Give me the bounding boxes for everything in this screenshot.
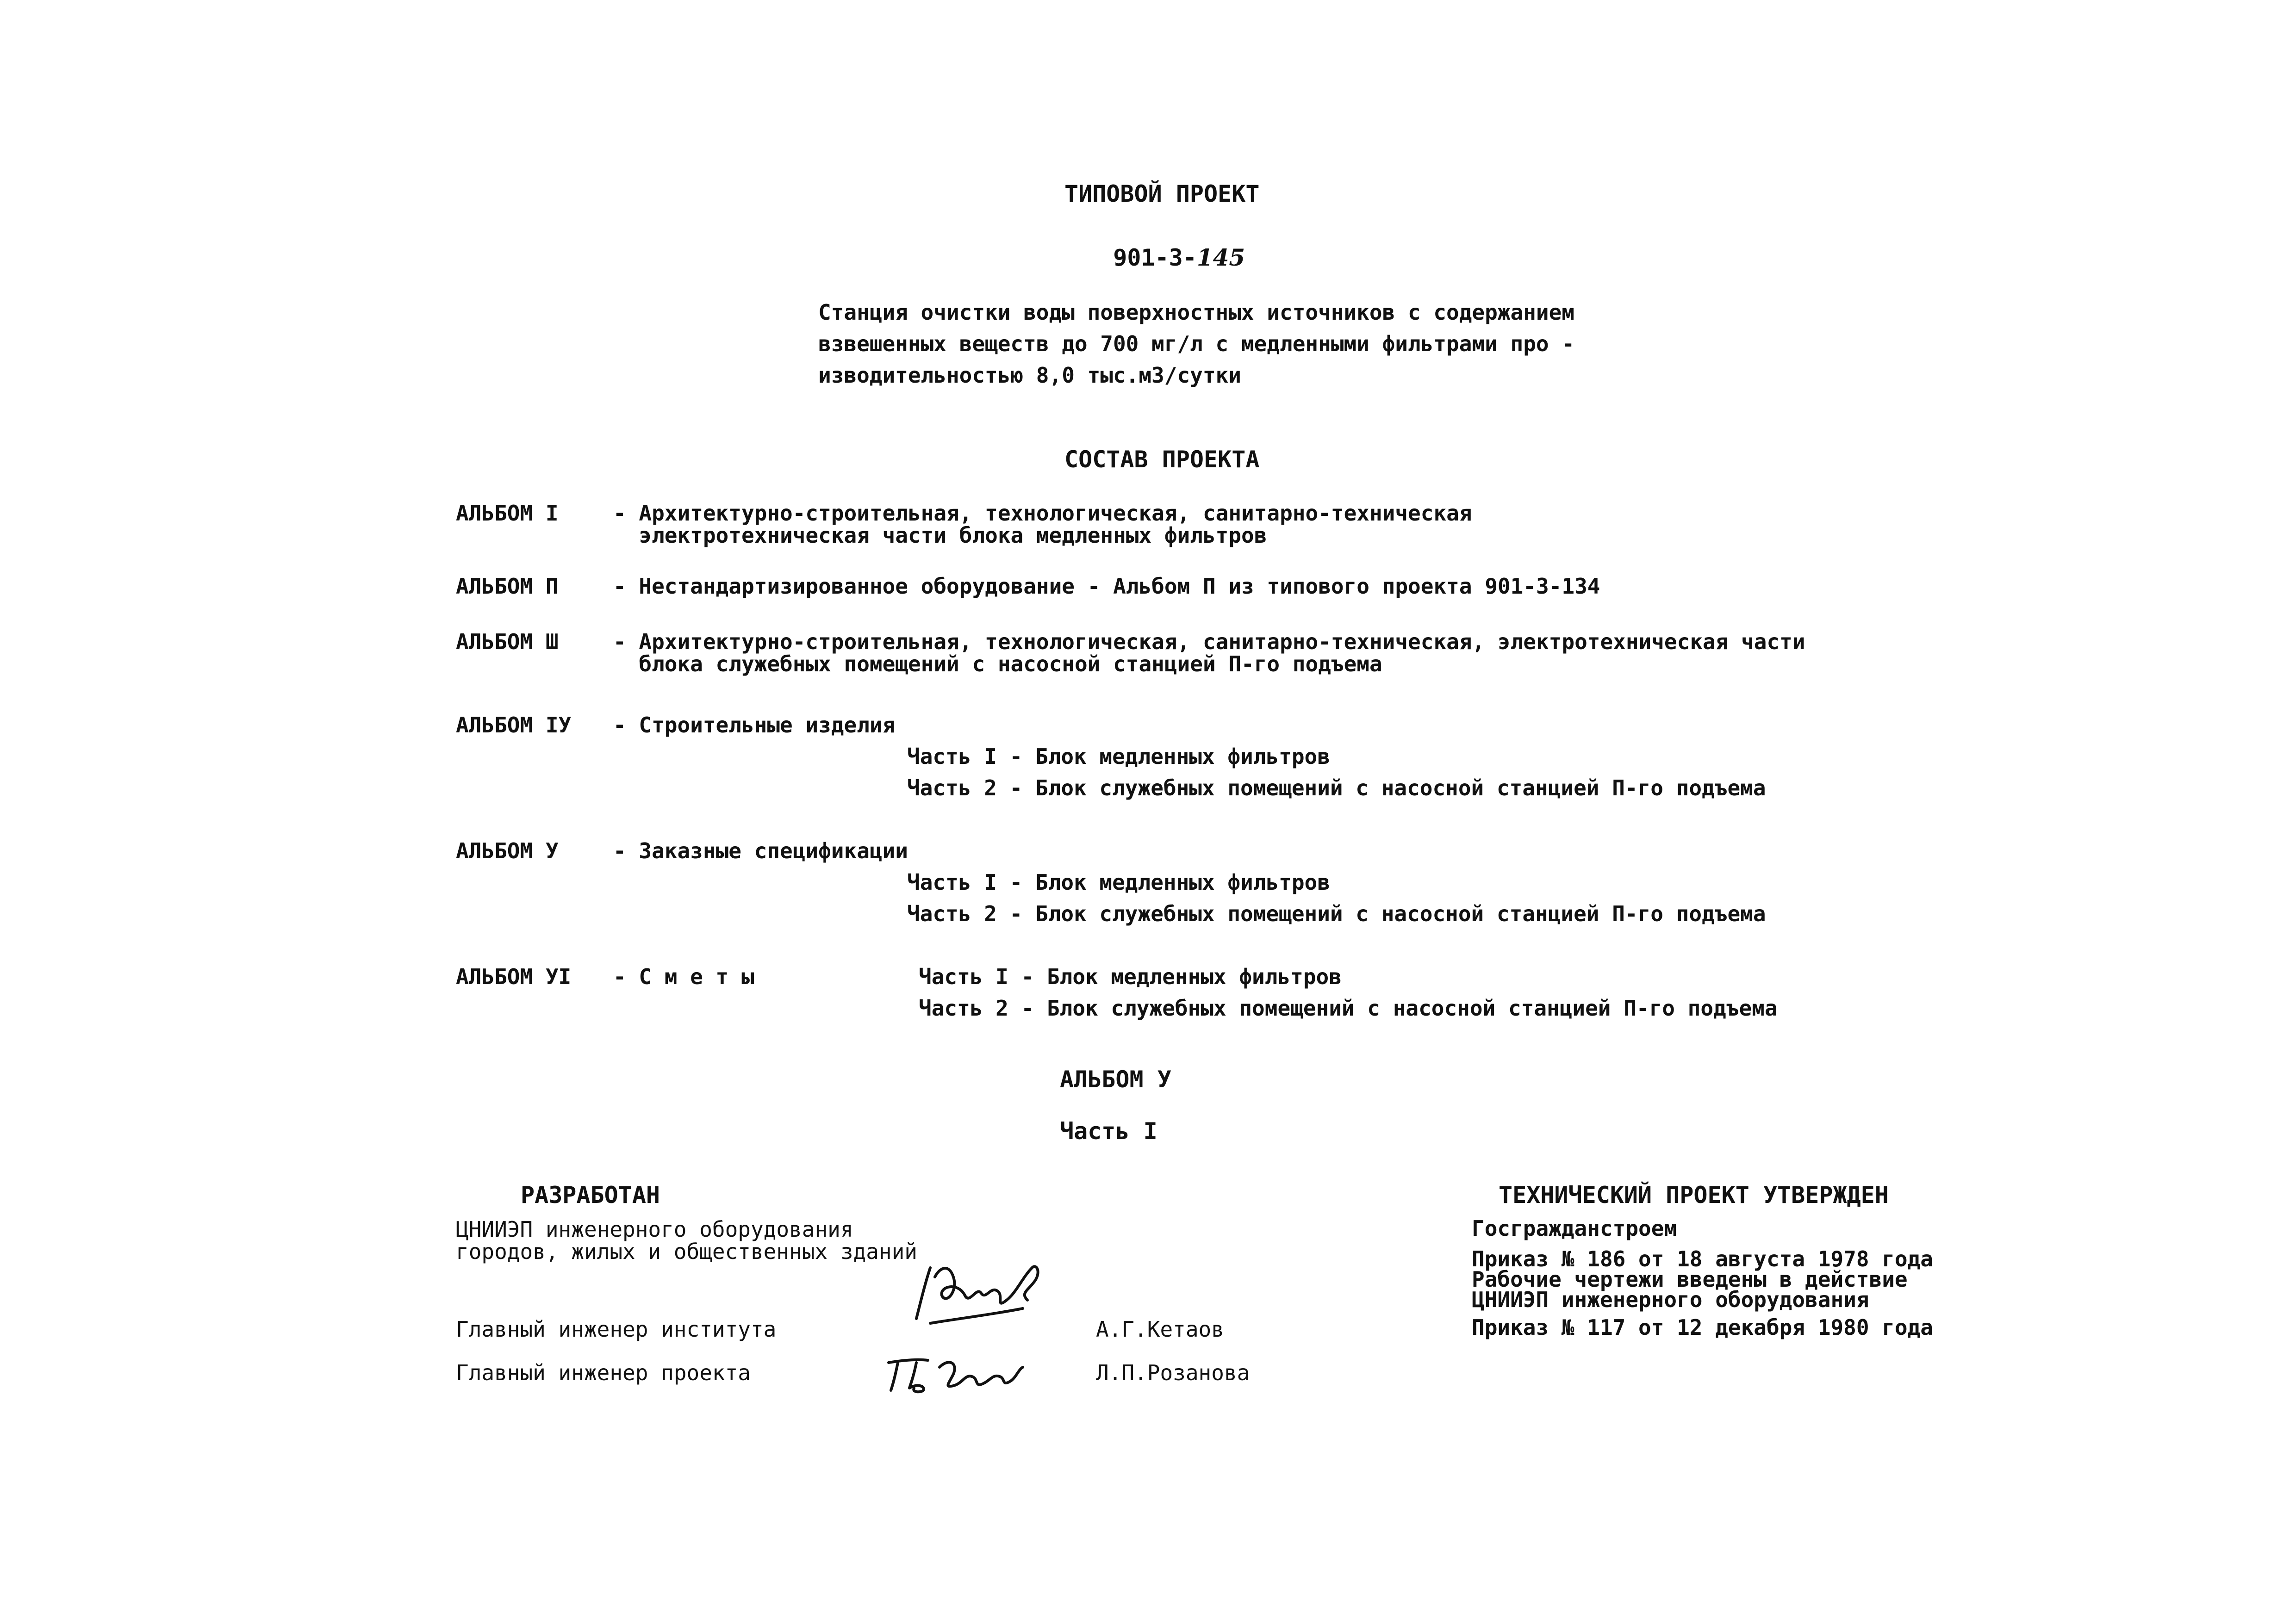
developed-title: РАЗРАБОТАН [521,1182,660,1209]
album-label: АЛЬБОМ Ш [456,629,559,654]
album-part: Часть 2 - Блок служебных помещений с насосной станцией П-го подъема [907,775,1766,800]
description-line: изводительностью 8,0 тыс.м3/сутки [818,363,1241,388]
approved-title: ТЕХНИЧЕСКИЙ ПРОЕКТ УТВЕРЖДЕН [1499,1182,1889,1209]
album-text: электротехническая части блока медленных фильтров [613,523,1267,548]
project-number [1085,220,1245,270]
signatory-role: Главный инженер института [456,1317,777,1342]
description-line: Станция очистки воды поверхностных источников с содержанием [818,300,1574,325]
current-album: АЛЬБОМ У [1060,1066,1171,1093]
approved-line: Приказ № 117 от 12 декабря 1980 года [1472,1315,1933,1340]
album-text: - Заказные спецификации [613,838,908,863]
signature-chief-engineer-project [884,1349,1032,1400]
developer-org: ЦНИИЭП инженерного оборудования [456,1217,853,1242]
current-part: Часть I [1060,1118,1157,1145]
signatory-name: А.Г.Кетаов [1096,1317,1224,1342]
project-number-handwritten: 145 [1196,244,1245,271]
album-part: Часть I - Блок медленных фильтров [919,964,1342,989]
album-text: блока служебных помещений с насосной станцией П-го подъема [613,651,1382,676]
album-text: - С м е т ы [613,964,754,989]
album-text: - Архитектурно-строительная, технологическая, санитарно-техническая [613,501,1472,526]
signatory-name: Л.П.Розанова [1096,1360,1250,1385]
album-label: АЛЬБОМ У [456,838,559,863]
album-label: АЛЬБОМ УI [456,964,572,989]
approved-line: Госгражданстроем [1472,1216,1677,1241]
document-type: ТИПОВОЙ ПРОЕКТ [1064,180,1260,207]
album-part: Часть I - Блок медленных фильтров [907,870,1330,895]
approved-line: Рабочие чертежи введены в действие [1472,1267,1908,1292]
album-label: АЛЬБОМ I [456,501,559,526]
album-text: - Нестандартизированное оборудование - Альбом П из типового проекта 901-3-134 [613,574,1600,599]
album-part: Часть 2 - Блок служебных помещений с насосной станцией П-го подъема [919,996,1778,1021]
description-line: взвешенных веществ до 700 мг/л с медленными фильтрами про - [818,331,1574,356]
album-label: АЛЬБОМ IУ [456,713,572,738]
album-text: - Архитектурно-строительная, технологическая, санитарно-техническая, электротехническая части [613,629,1805,654]
signature-chief-engineer-institute [902,1249,1060,1333]
album-text: - Строительные изделия [613,713,896,738]
signatory-role: Главный инженер проекта [456,1360,751,1385]
approved-line: ЦНИИЭП инженерного оборудования [1472,1287,1869,1312]
album-label: АЛЬБОМ П [456,574,559,599]
approved-line: Приказ № 186 от 18 августа 1978 года [1472,1246,1933,1271]
developer-org: городов, жилых и общественных зданий [456,1239,917,1264]
album-part: Часть 2 - Блок служебных помещений с насосной станцией П-го подъема [907,901,1766,926]
project-number-printed: 901-3- [1113,244,1197,271]
composition-title: СОСТАВ ПРОЕКТА [1064,446,1260,473]
album-part: Часть I - Блок медленных фильтров [907,744,1330,769]
